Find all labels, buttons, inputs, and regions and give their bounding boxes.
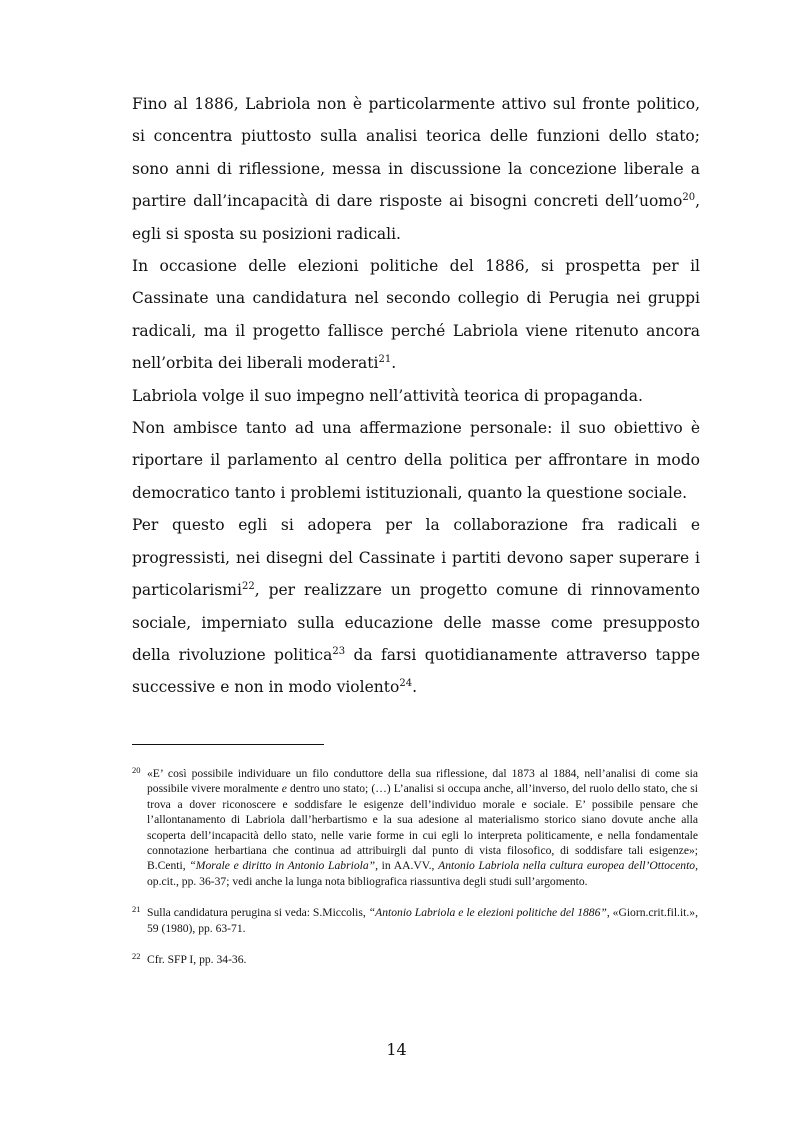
- footnote: 22 Cfr. SFP I, pp. 34-36.: [132, 951, 247, 967]
- footnote: 21 Sulla candidatura perugina si veda: S.Miccolis, “Antonio Labriola e le elezioni politiche del 1886”, «Giorn.crit.fil.it.», 59 (1980), pp. 63-71.: [132, 904, 698, 935]
- footnote-number: 22: [132, 951, 141, 962]
- footnote-ref[interactable]: 22: [241, 581, 255, 593]
- page-number: 14: [386, 1040, 407, 1059]
- footnote-separator: [132, 744, 324, 745]
- footnote-number: 20: [132, 765, 141, 775]
- footnote-ref[interactable]: 21: [378, 354, 392, 366]
- footnote-ref[interactable]: 20: [682, 192, 696, 204]
- paragraph: Per questo egli si adopera per la collaborazione fra radicali e progressisti, nei disegni del Cassinate i partiti devono saper superare i particolarismi$^{22}$, per realizzare un progetto comune di rinnovamento sociale, imperniato sulla educazione delle masse come presupposto della rivoluzione politica$^{23}$ da farsi quotidianamente attraverso tappe successive e non in modo violento$^{24}$.: [132, 516, 700, 697]
- paragraph: Non ambisce tanto ad una affermazione personale: il suo obiettivo è riportare il parlamento al centro della politica per affrontare in modo democratico tanto i problemi istituzionali, quanto la questione sociale.: [132, 419, 700, 502]
- footnote-ref[interactable]: 23: [332, 645, 346, 657]
- paragraph: Labriola volge il suo impegno nell’attività teorica di propaganda.: [132, 386, 643, 405]
- body-text: [132, 88, 700, 704]
- paragraph: Fino al 1886, Labriola non è particolarmente attivo sul fronte politico, si concentra piuttosto sulla analisi teorica delle funzioni dello stato; sono anni di riflessione, messa in discussione la concezione liberale a partire dall’incapacità di dare risposte ai bisogni concreti dell’uomo$^{20}$, egli si sposta su posizioni radicali.: [132, 95, 700, 243]
- footnote: 20 «E’ così possibile individuare un filo conduttore della sua riflessione, dal 1873 al 1884, nell’analisi di come sia possibile vivere moralmente e dentro uno stato; (…) L’analisi si occupa anche, all’inverso, del ruolo dello stato, che si trova a dover riconoscere e soddisfare le esigenze dell’individuo morale e sociale. E’ possibile pensare che l’allontanamento di Labriola dall’herbartismo e la sua adesione al materialismo storico siano dovute anche alla scoperta dell’incapacità dello stato, nelle varie forme in cui egli lo interpreta politicamente, e nella fondamentale connotazione herbartiana che continua ad attribuirgli dal punto di vista filosofico, di soddisfare tali esigenze»; B.Centi, “Morale e diritto in Antonio Labriola”, in AA.VV., Antonio Labriola nella cultura europea dell’Ottocento, op.cit., pp. 36-37; vedi anche la lunga nota bibliografica riassuntiva degli studi sull’argomento.: [132, 765, 699, 888]
- footnote-ref[interactable]: 24: [399, 678, 413, 690]
- paragraph: In occasione delle elezioni politiche del 1886, si prospetta per il Cassinate una candidatura nel secondo collegio di Perugia nei gruppi radicali, ma il progetto fallisce perché Labriola viene ritenuto ancora nell’orbita dei liberali moderati$^{21}$.: [132, 257, 700, 373]
- footnotes: [132, 766, 698, 983]
- footnote-number: 21: [132, 904, 141, 915]
